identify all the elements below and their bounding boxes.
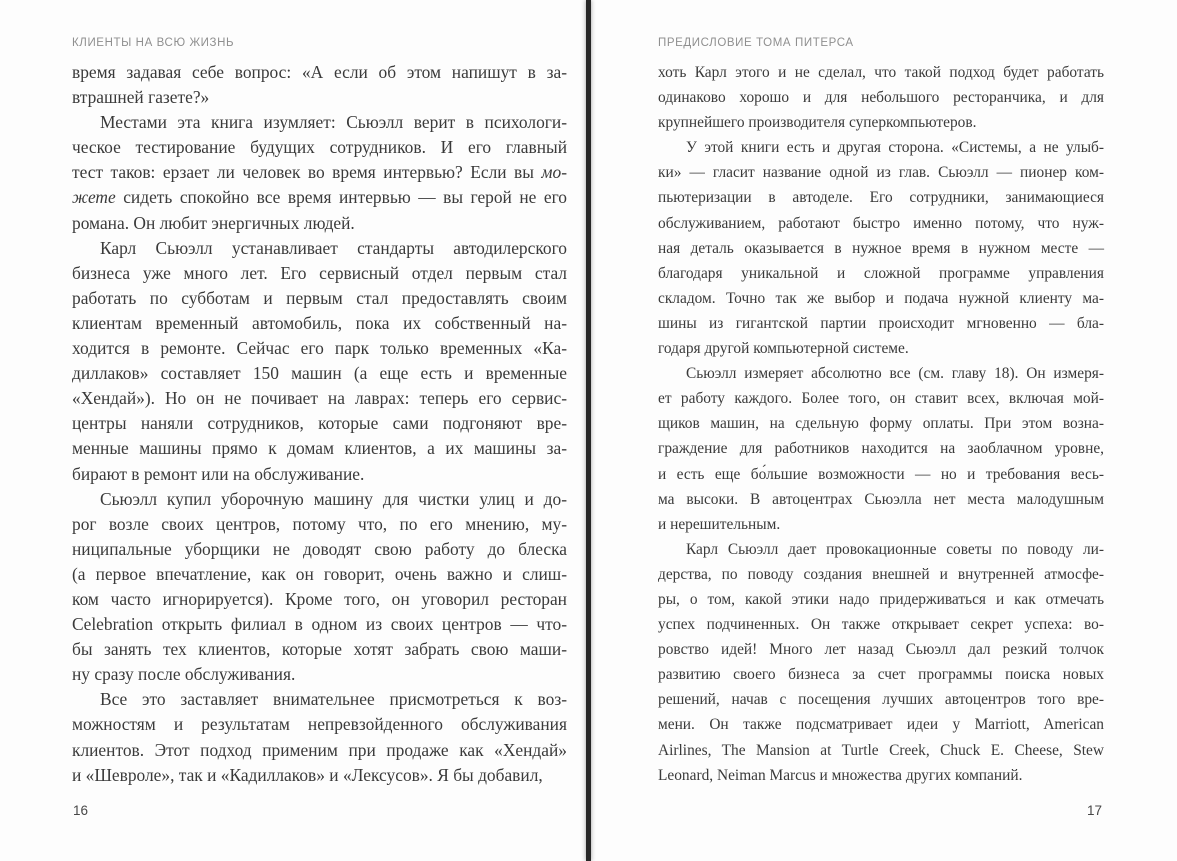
text-line: обслуживанием, работают быстро именно потому, что нуж- bbox=[658, 214, 1104, 232]
text-line: Leonard, Neiman Marcus и множества других компаний. bbox=[658, 766, 1023, 784]
text-line: и нерешительным. bbox=[658, 515, 781, 533]
text-line: романа. Он любит энергичных людей. bbox=[72, 212, 355, 233]
text-line: (а первое впечатление, как он говорит, очень важно и слиш- bbox=[72, 563, 567, 584]
text-line: крупнейшего производителя суперкомпьютеров. bbox=[658, 114, 977, 132]
text-line: ком часто игнорируется). Кроме того, он уговорил ресторан bbox=[72, 588, 567, 609]
text-line: Все это заставляет внимательнее присмотреться к воз- bbox=[100, 689, 567, 710]
text-line: успех подчиненных. Он также открывает секрет успеха: во- bbox=[658, 616, 1104, 634]
left-running-header: КЛИЕНТЫ НА ВСЮ ЖИЗНЬ bbox=[72, 37, 235, 49]
text-line: жете сидеть спокойно все время интервью — вы герой не его bbox=[72, 187, 567, 208]
text-line: клиентов. Этот подход применим при продаже как «Хендай» bbox=[72, 739, 567, 760]
text-line: ну сразу после обслуживания. bbox=[72, 664, 296, 685]
text-line: и есть еще бо́льшие возможности — но и требования весь- bbox=[658, 465, 1104, 483]
right-page-number: 17 bbox=[1086, 803, 1102, 818]
text-line: время задавая себе вопрос: «А если об этом напишут в за- bbox=[72, 62, 567, 82]
text-line: ма высоки. В автоцентрах Сьюэлла нет места малодушным bbox=[658, 490, 1104, 508]
right-page-body bbox=[658, 60, 1104, 788]
text-line: клиентам временный автомобиль, пока их собственный на- bbox=[72, 312, 567, 333]
text-line: бирают в ремонт или на обслуживание. bbox=[72, 463, 365, 484]
text-line: ки» — гласит название одной из глав. Сьюэлл — пионер ком- bbox=[658, 164, 1104, 182]
text-line: Сьюэлл измеряет абсолютно все (см. главу 18). Он измеря- bbox=[686, 365, 1104, 383]
text-line: развитию своего бизнеса за счет программы поиска новых bbox=[658, 666, 1104, 684]
text-line: Местами эта книга изумляет: Сьюэлл верит в психологи- bbox=[100, 112, 567, 133]
right-running-header: ПРЕДИСЛОВИЕ ТОМА ПИТЕРСА bbox=[658, 37, 854, 49]
left-page-number: 16 bbox=[73, 803, 89, 818]
text-line: граждение для работников находится на заоблачном уровне, bbox=[658, 440, 1104, 458]
text-line: и «Шевроле», так и «Кадиллаков» и «Лексусов». Я бы добавил, bbox=[72, 764, 543, 785]
page-gutter-divider bbox=[586, 0, 591, 861]
text-line: Карл Сьюэлл устанавливает стандарты автодилерского bbox=[100, 237, 567, 258]
text-line: менные машины прямо к домам клиентов, а их машины за- bbox=[72, 438, 567, 459]
right-page bbox=[658, 0, 1104, 861]
text-line: ниципальные уборщики не доводят свою работу до блеска bbox=[72, 538, 567, 559]
text-line: пьютеризации в автоделе. Его сотрудники, занимающиеся bbox=[658, 189, 1104, 207]
text-line: Celebration открыть филиал в одном из своих центров — что- bbox=[72, 614, 567, 635]
text-line: годаря другой компьютерной системе. bbox=[658, 340, 909, 358]
text-line: Сьюэлл купил уборочную машину для чистки улиц и до- bbox=[100, 488, 567, 509]
text-line: благодаря уникальной и сложной программе управления bbox=[658, 264, 1104, 282]
text-line: диллаков» составляет 150 машин (а еще есть и временные bbox=[72, 363, 567, 384]
text-line: бизнеса уже много лет. Его сервисный отдел первым стал bbox=[72, 262, 567, 283]
text-line: рог возле своих центров, потому что, по его мнению, му- bbox=[72, 513, 567, 534]
text-line: одинаково хорошо и для небольшого ресторанчика, и для bbox=[658, 89, 1104, 107]
text-line: щиков машин, на сдельную форму оплаты. При этом возна- bbox=[658, 415, 1104, 433]
text-line: хоть Карл этого и не сделал, что такой подход будет работать bbox=[658, 64, 1104, 81]
text-line: У этой книги есть и другая сторона. «Системы, а не улыб- bbox=[686, 139, 1104, 157]
text-line: работать по субботам и первым стал предоставлять своим bbox=[72, 287, 567, 308]
text-line: шины из гигантской партии происходит мгновенно — бла- bbox=[658, 314, 1104, 332]
text-line: ная деталь оказывается в нужное время в нужном месте — bbox=[658, 239, 1104, 257]
text-line: дерства, по поводу создания внешней и внутренней атмосфе- bbox=[658, 565, 1104, 583]
text-line: центры наняли сотрудников, которые сами подгоняют вре- bbox=[72, 413, 567, 434]
text-line: ческое тестирование будущих сотрудников. И его главный bbox=[72, 137, 567, 158]
text-line: ходится в ремонте. Сейчас его парк только временных «Ка- bbox=[72, 338, 567, 359]
text-line: ет работу каждого. Более того, он ставит всех, включая мой- bbox=[658, 390, 1104, 408]
text-line: ры, о том, какой этики надо придерживаться и как отмечать bbox=[658, 590, 1104, 608]
text-line: складом. Точно так же выбор и подача нужной клиенту ма- bbox=[658, 289, 1104, 307]
text-line: Airlines, The Mansion at Turtle Creek, Chuck E. Cheese, Stew bbox=[658, 741, 1104, 759]
text-line: втрашней газете?» bbox=[72, 87, 210, 108]
text-line: ровство идей! Много лет назад Сьюэлл дал резкий толчок bbox=[658, 641, 1104, 659]
text-line: бы занять тех клиентов, которые хотят забрать свою маши- bbox=[72, 639, 567, 660]
text-line: решений, начав с посещения лучших автоцентров того вре- bbox=[658, 691, 1104, 709]
text-line: Карл Сьюэлл дает провокационные советы по поводу ли- bbox=[686, 540, 1104, 558]
text-line: мени. Он также подсматривает идеи у Marriott, American bbox=[658, 716, 1104, 734]
left-page bbox=[72, 0, 567, 861]
left-page-body bbox=[72, 60, 567, 788]
text-line: можностям и результатам непревзойденного обслуживания bbox=[72, 714, 567, 735]
text-line: тест таков: ерзает ли человек во время интервью? Если вы мо- bbox=[72, 162, 567, 183]
text-line: «Хендай»). Но он не почивает на лаврах: теперь его сервис- bbox=[72, 388, 567, 409]
